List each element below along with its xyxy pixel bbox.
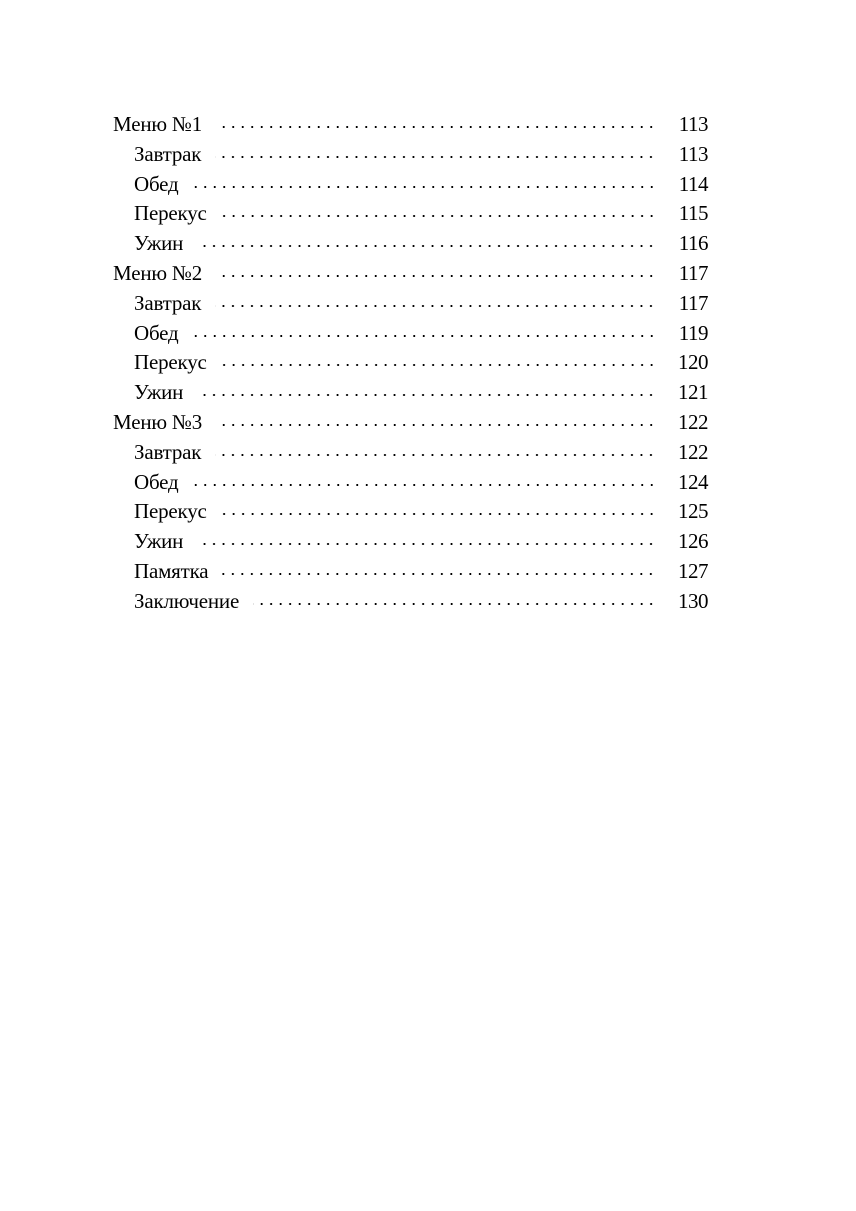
toc-entry-menu-2[interactable] bbox=[113, 259, 708, 289]
dot-leader bbox=[197, 243, 656, 249]
toc-entry-lunch[interactable] bbox=[113, 170, 708, 200]
toc-entry-dinner[interactable] bbox=[113, 527, 708, 557]
toc-entry-page: 119 bbox=[678, 320, 708, 345]
toc-entry-label: Обед bbox=[134, 171, 179, 196]
toc-entry-dinner[interactable] bbox=[113, 378, 708, 408]
toc-entry-label: Завтрак bbox=[134, 290, 202, 315]
toc-entry-label: Перекус bbox=[134, 350, 207, 375]
dot-leader bbox=[197, 541, 656, 547]
toc-entry-label: Ужин bbox=[134, 231, 184, 256]
toc-entry-lunch[interactable] bbox=[113, 468, 708, 498]
toc-entry-label: Меню №3 bbox=[113, 409, 203, 434]
toc-entry-breakfast[interactable] bbox=[113, 140, 708, 170]
dot-leader bbox=[215, 452, 656, 458]
toc-entry-page: 125 bbox=[678, 499, 708, 524]
toc-entry-conclusion[interactable] bbox=[113, 587, 708, 617]
toc-entry-label: Памятка bbox=[134, 558, 209, 583]
toc-entry-dinner[interactable] bbox=[113, 229, 708, 259]
dot-leader bbox=[216, 273, 656, 279]
toc-entry-menu-1[interactable] bbox=[113, 110, 708, 140]
toc-entry-page: 122 bbox=[678, 439, 708, 464]
toc-entry-page: 130 bbox=[678, 588, 708, 613]
toc-entry-page: 122 bbox=[678, 409, 708, 434]
toc-entry-label: Завтрак bbox=[134, 141, 202, 166]
dot-leader bbox=[216, 124, 656, 130]
dot-leader bbox=[253, 601, 656, 607]
toc-entry-label: Заключение bbox=[134, 588, 240, 613]
toc-entry-page: 124 bbox=[678, 469, 708, 494]
toc-entry-lunch[interactable] bbox=[113, 319, 708, 349]
dot-leader bbox=[221, 511, 656, 517]
toc-entry-label: Завтрак bbox=[134, 439, 202, 464]
toc-entry-page: 121 bbox=[678, 380, 708, 405]
toc-entry-label: Перекус bbox=[134, 499, 207, 524]
dot-leader bbox=[193, 482, 656, 488]
toc-entry-page: 120 bbox=[678, 350, 708, 375]
toc-entry-page: 116 bbox=[678, 231, 708, 256]
toc-entry-label: Ужин bbox=[134, 380, 184, 405]
dot-leader bbox=[215, 154, 656, 160]
dot-leader bbox=[193, 184, 656, 190]
dot-leader bbox=[221, 213, 656, 219]
toc-entry-snack[interactable] bbox=[113, 199, 708, 229]
dot-leader bbox=[215, 303, 656, 309]
toc-entry-label: Обед bbox=[134, 469, 179, 494]
toc-entry-page: 117 bbox=[678, 290, 708, 315]
toc-entry-page: 113 bbox=[678, 141, 708, 166]
toc-entry-page: 126 bbox=[678, 529, 708, 554]
table-of-contents bbox=[113, 110, 708, 617]
toc-entry-label: Перекус bbox=[134, 201, 207, 226]
toc-entry-breakfast[interactable] bbox=[113, 289, 708, 319]
toc-entry-label: Ужин bbox=[134, 529, 184, 554]
toc-entry-page: 127 bbox=[678, 558, 708, 583]
toc-entry-label: Меню №2 bbox=[113, 260, 203, 285]
dot-leader bbox=[221, 362, 656, 368]
toc-entry-snack[interactable] bbox=[113, 348, 708, 378]
toc-entry-snack[interactable] bbox=[113, 497, 708, 527]
toc-entry-page: 115 bbox=[678, 201, 708, 226]
toc-entry-memo[interactable] bbox=[113, 557, 708, 587]
toc-entry-label: Меню №1 bbox=[113, 112, 203, 136]
toc-entry-menu-3[interactable] bbox=[113, 408, 708, 438]
toc-entry-page: 113 bbox=[678, 112, 708, 136]
toc-entry-page: 114 bbox=[678, 171, 708, 196]
toc-entry-page: 117 bbox=[678, 260, 708, 285]
dot-leader bbox=[222, 571, 656, 577]
dot-leader bbox=[193, 333, 656, 339]
toc-entry-breakfast[interactable] bbox=[113, 438, 708, 468]
dot-leader bbox=[197, 392, 656, 398]
toc-entry-label: Обед bbox=[134, 320, 179, 345]
dot-leader bbox=[216, 422, 656, 428]
